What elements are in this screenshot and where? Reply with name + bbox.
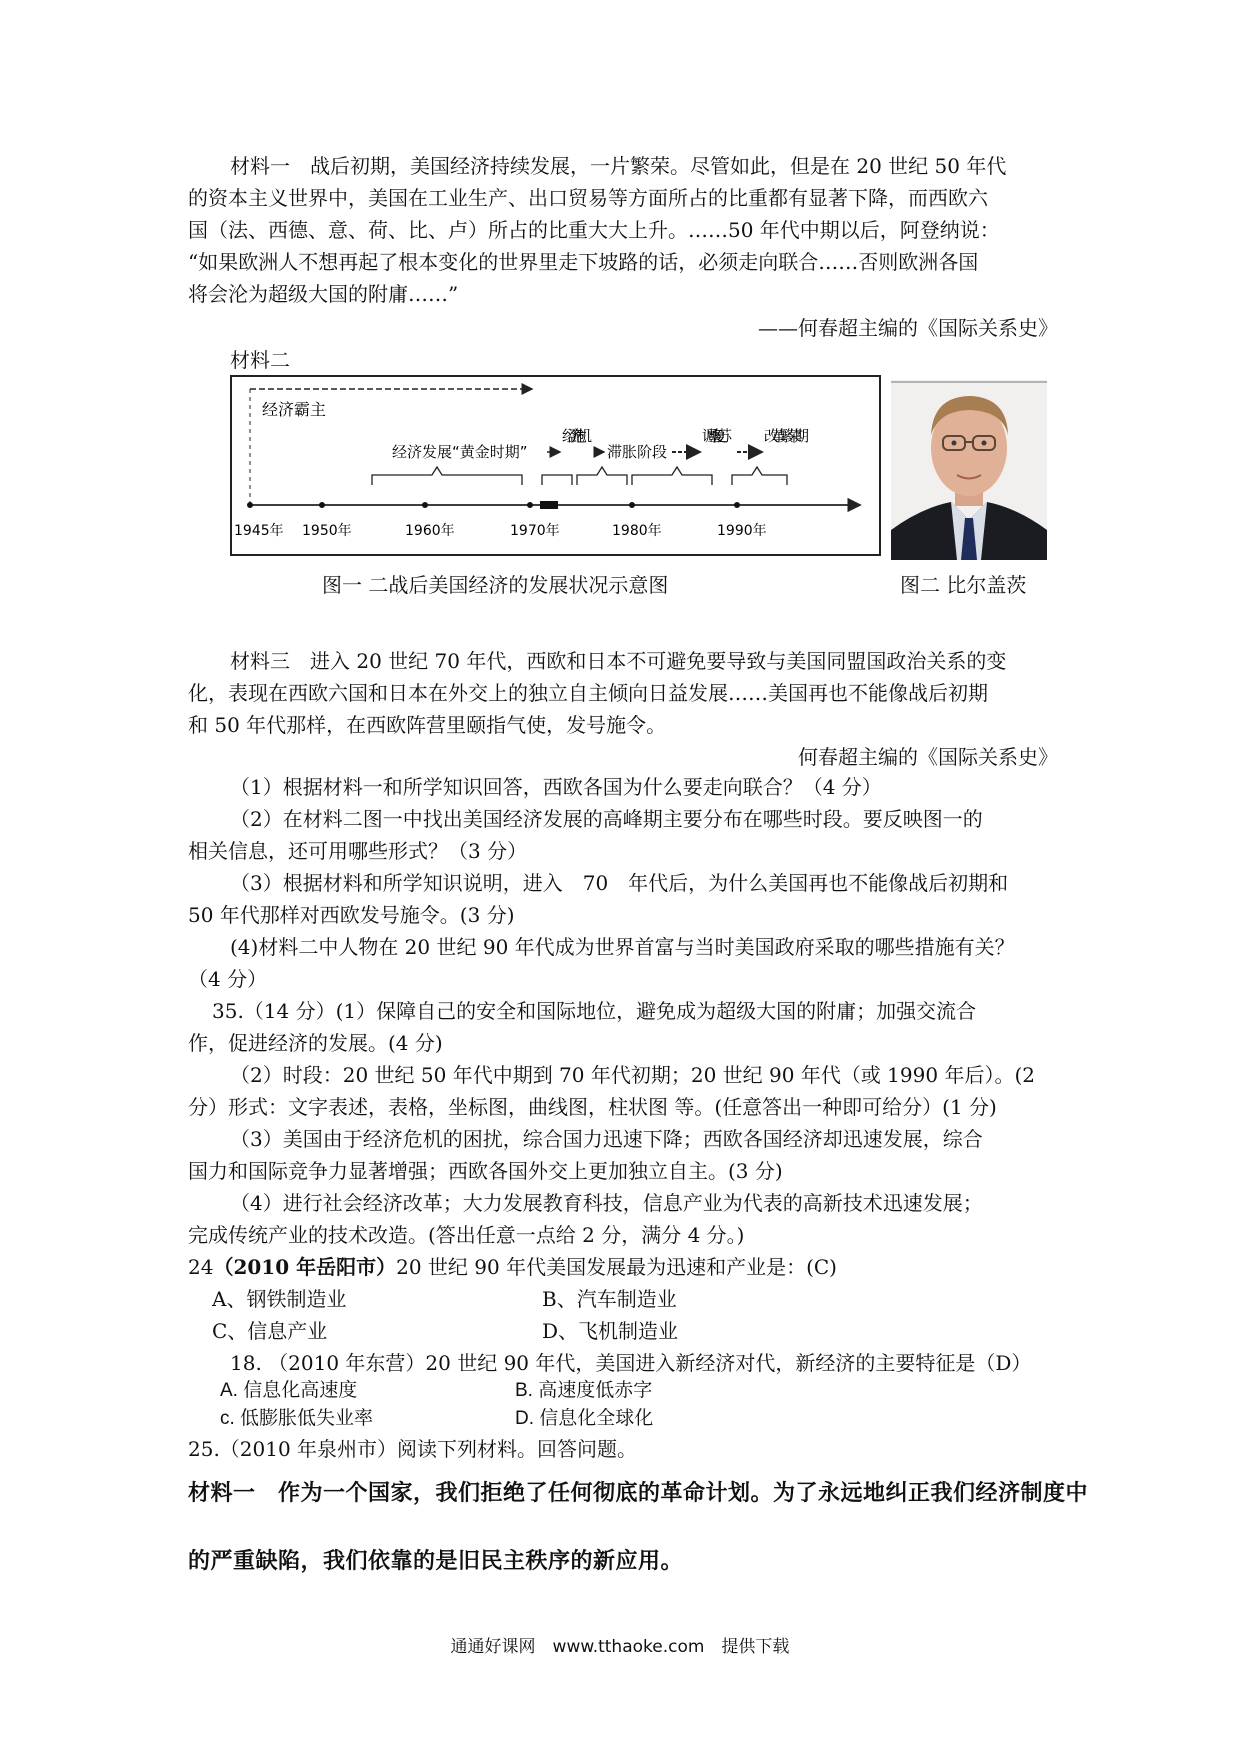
point-1945 (247, 502, 253, 508)
point-1990 (734, 502, 740, 508)
caption-figure-1: 图一 二战后美国经济的发展状况示意图 (322, 573, 669, 597)
answer-35-f: 国力和国际竞争力显著增强；西欧各国外交上更加独立自主。(3 分) (188, 1159, 783, 1183)
brace-recovery (632, 467, 712, 485)
brace-stagflation (577, 467, 627, 485)
q18-option-b: B. 高速度低赤字 (515, 1380, 653, 1401)
q24-option-b: B、汽车制造业 (542, 1287, 677, 1311)
year-1950: 1950年 (302, 523, 352, 539)
material1-line-4: “如果欧洲人不想再起了根本变化的世界里走下坡路的话，必须走向联合……否则欧洲各国 (188, 250, 979, 274)
hegemony-label: 经济霸主 (262, 400, 327, 419)
stage-stagflation: 滞胀阶段 (607, 443, 668, 461)
question-18: 18. （2010 年东营）20 世纪 90 年代，美国进入新经济对代，新经济的主要特征是（D） (230, 1351, 1032, 1375)
year-1960: 1960年 (405, 523, 455, 539)
material3-line-2: 化，表现在西欧六国和日本在外交上的独立自主倾向日益发展……美国再也不能像战后初期 (188, 681, 988, 705)
q18-row-2 (220, 1403, 1090, 1435)
point-1970 (527, 502, 533, 508)
q18-option-d: D. 信息化全球化 (515, 1408, 654, 1429)
material1-line-1: 材料一 战后初期，美国经济持续发展，一片繁荣。尽管如此，但是在 20 世纪 50 年代 (230, 154, 1007, 178)
point-1980 (629, 502, 635, 508)
caption-figure-2: 图二 比尔盖茨 (900, 573, 1027, 597)
material3-source: 何春超主编的《国际关系史》 (798, 745, 1058, 769)
brace-golden (372, 467, 522, 485)
question-25: 25.（2010 年泉州市）阅读下列材料。回答问题。 (188, 1437, 638, 1461)
q24-row-1 (212, 1283, 1082, 1315)
stage-reform: 改革繁荣期 (764, 427, 809, 445)
answer-35-a: 35.（14 分）(1）保障自己的安全和国际地位，避免成为超级大国的附庸；加强交流合 (212, 999, 977, 1023)
question-3a: （3）根据材料和所学知识说明，进入 70 年代后，为什么美国再也不能像战后初期和 (230, 871, 1009, 895)
question-2b: 相关信息，还可用哪些形式？（3 分） (188, 839, 528, 863)
q24-option-c: C、信息产业 (212, 1319, 328, 1343)
q18-option-c: c. 低膨胀低失业率 (220, 1408, 374, 1429)
year-1970: 1970年 (510, 523, 560, 539)
answer-35-b: 作，促进经济的发展。(4 分) (188, 1031, 443, 1055)
answer-35-h: 完成传统产业的技术改造。(答出任意一点给 2 分，满分 4 分。) (188, 1223, 745, 1247)
q24-option-a: A、钢铁制造业 (212, 1287, 347, 1311)
question-4a: (4)材料二中人物在 20 世纪 90 年代成为世界首富与当时美国政府采取的哪些措施有关？ (230, 935, 1015, 959)
material3-line-1: 材料三 进入 20 世纪 70 年代，西欧和日本不可避免要导致与美国同盟国政治关系的变 (230, 649, 1007, 673)
year-1980: 1980年 (612, 523, 662, 539)
q24-stem: 20 世纪 90 年代美国发展最为迅速和产业是：(C) (396, 1255, 837, 1279)
stage-golden-age: 经济发展“黄金时期” (392, 443, 528, 461)
q18-option-a: A. 信息化高速度 (220, 1380, 358, 1401)
diagram-svg (232, 377, 879, 554)
stage-recovery: 调整复苏 (702, 427, 732, 445)
material1-line-3: 国（法、西德、意、荷、比、卢）所占的比重大大上升。……50 年代中期以后，阿登纳说： (188, 218, 1000, 242)
q24-row-2 (212, 1315, 1082, 1347)
q24-source: （2010 年岳阳市） (213, 1255, 397, 1279)
us-economy-diagram (230, 375, 881, 556)
material1-line-2: 的资本主义世界中，美国在工业生产、出口贸易等方面所占的比重都有显著下降，而西欧六 (188, 186, 988, 210)
answer-35-e: （3）美国由于经济危机的困扰，综合国力迅速下降；西欧各国经济却迅速发展，综合 (230, 1127, 983, 1151)
question-24 (188, 1251, 1058, 1283)
year-1945: 1945年 (234, 523, 284, 539)
answer-35-g: （4）进行社会经济改革；大力发展教育科技，信息产业为代表的高新技术迅速发展； (230, 1191, 983, 1215)
material2-label: 材料二 (230, 348, 290, 372)
brace-reform (732, 467, 787, 485)
question-3b: 50 年代那样对西欧发号施令。(3 分) (188, 903, 515, 927)
point-1960 (422, 502, 428, 508)
crisis-block (540, 501, 558, 509)
stage-crisis: 经济危机 (562, 427, 592, 445)
brace-crisis (542, 475, 572, 485)
q25-material-line-1: 材料一 作为一个国家，我们拒绝了任何彻底的革命计划。为了永远地纠正我们经济制度中 (188, 1481, 1089, 1506)
year-1990: 1990年 (717, 523, 767, 539)
material3-line-3: 和 50 年代那样，在西欧阵营里颐指气使，发号施令。 (188, 713, 667, 737)
q24-number: 24 (188, 1255, 214, 1279)
question-1: （1）根据材料一和所学知识回答，西欧各国为什么要走向联合？（4 分） (230, 775, 882, 799)
question-4b: （4 分） (188, 967, 268, 991)
answer-35-c: （2）时段：20 世纪 50 年代中期到 70 年代初期；20 世纪 90 年代（或 1990 年后）。(2 (230, 1063, 1035, 1087)
material1-line-5: 将会沦为超级大国的附庸……” (188, 282, 459, 306)
bill-gates-photo (891, 380, 1047, 560)
material1-source: ——何春超主编的《国际关系史》 (758, 316, 1058, 340)
page-footer: 通通好课网 www.tthaoke.com 提供下载 (450, 1637, 790, 1657)
point-1950 (319, 502, 325, 508)
q24-option-d: D、飞机制造业 (542, 1319, 679, 1343)
question-2a: （2）在材料二图一中找出美国经济发展的高峰期主要分布在哪些时段。要反映图一的 (230, 807, 983, 831)
q25-material-line-2: 的严重缺陷，我们依靠的是旧民主秩序的新应用。 (188, 1549, 684, 1574)
answer-35-d: 分）形式：文字表述，表格，坐标图，曲线图，柱状图 等。(任意答出一种即可给分）(1 分) (188, 1095, 997, 1119)
